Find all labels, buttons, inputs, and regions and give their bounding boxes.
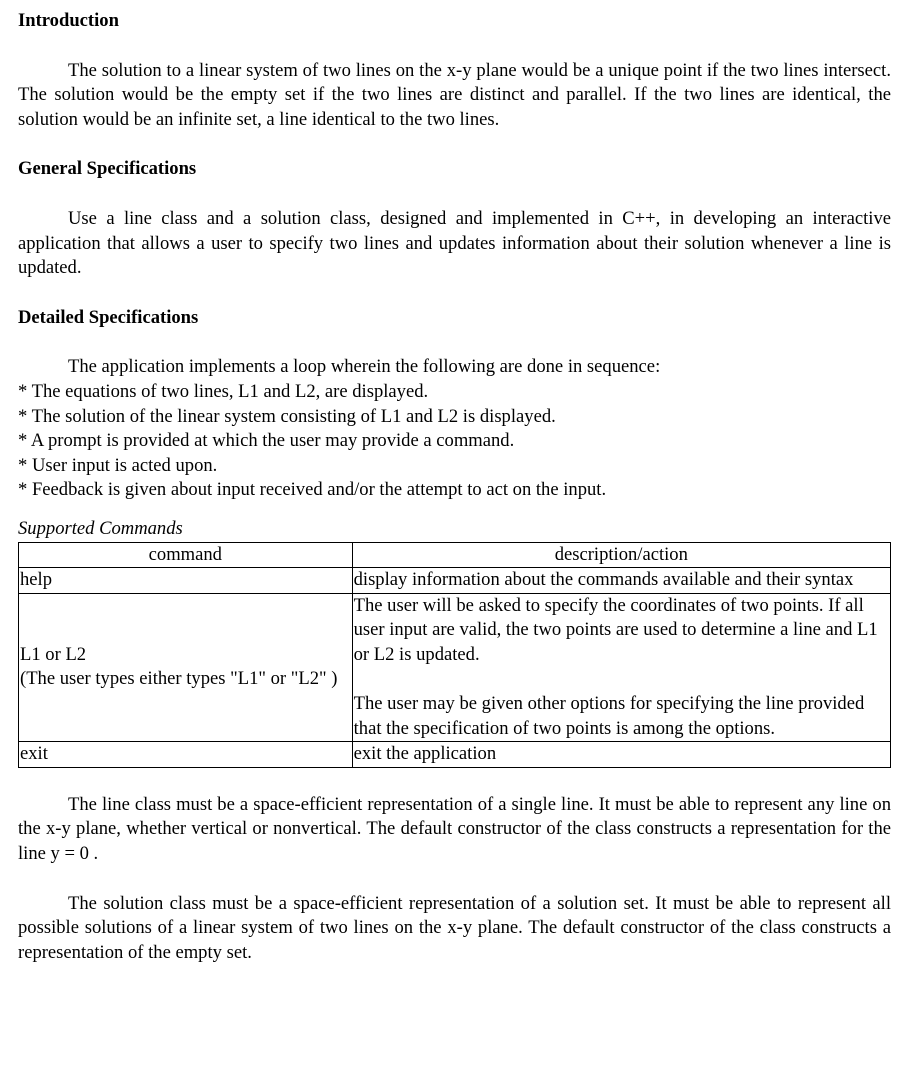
table-row (19, 568, 891, 594)
detailed-spec-heading: Detailed Specifications (18, 306, 199, 328)
description-cell (352, 568, 890, 594)
description-text: The user will be asked to specify the coordinates of two points. If all user input are valid, the two points are used to determine a line and L1 or L2 is updated. (353, 594, 878, 665)
description-cell (352, 593, 890, 742)
column-header-command: command (19, 542, 353, 568)
line-class-paragraph: The line class must be a space-efficient representation of a single line. It must be able to represent any line on the x-y plane, whether vertical or nonvertical. The default constructor of the class constructs a representation for the line y = 0 . (18, 793, 891, 865)
table-header-row (19, 542, 891, 568)
list-item: * The equations of two lines, L1 and L2, are displayed. (18, 380, 429, 402)
list-item: * Feedback is given about input received and/or the attempt to act on the input. (18, 479, 607, 501)
description-text: exit the application (353, 743, 497, 765)
list-item: * The solution of the linear system consisting of L1 and L2 is displayed. (18, 405, 556, 427)
description-text: display information about the commands available and their syntax (353, 569, 854, 591)
command-note: (The user types either types "L1" or "L2" ) (20, 668, 338, 690)
column-header-description: description/action (352, 542, 890, 568)
solution-class-paragraph: The solution class must be a space-efficient representation of a solution set. It must be able to represent all possible solutions of a linear system of two lines on the x-y plane. The default constructor of the class constructs a representation of the empty set. (18, 892, 891, 963)
intro-heading: Introduction (18, 10, 119, 31)
command-text: exit (20, 743, 48, 765)
sequence-list (18, 380, 891, 503)
table-caption: Supported Commands (18, 517, 183, 539)
description-text: The user may be given other options for specifying the line provided that the specification of two points is among the options. (353, 693, 865, 739)
command-text: L1 or L2 (20, 643, 87, 665)
table-row (19, 593, 891, 742)
detailed-spec-intro: The application implements a loop wherein the following are done in sequence: (68, 356, 661, 378)
list-item: * A prompt is provided at which the user may provide a command. (18, 430, 515, 452)
command-cell (19, 742, 353, 768)
general-spec-heading: General Specifications (18, 158, 197, 180)
command-cell (19, 568, 353, 594)
command-cell (19, 593, 353, 742)
intro-paragraph: The solution to a linear system of two lines on the x-y plane would be a unique point if the two lines intersect. The solution would be the empty set if the two lines are distinct and parallel. If the two lines are identical, the solution would be an infinite set, a line identical to the two lines. (18, 59, 891, 130)
list-item: * User input is acted upon. (18, 454, 218, 476)
general-spec-paragraph: Use a line class and a solution class, designed and implemented in C++, in developing an interactive application that allows a user to specify two lines and updates information about their solution whenever a line is updated. (18, 207, 891, 279)
command-text: help (20, 569, 53, 591)
commands-table (18, 542, 891, 768)
table-row (19, 742, 891, 768)
description-cell (352, 742, 890, 768)
